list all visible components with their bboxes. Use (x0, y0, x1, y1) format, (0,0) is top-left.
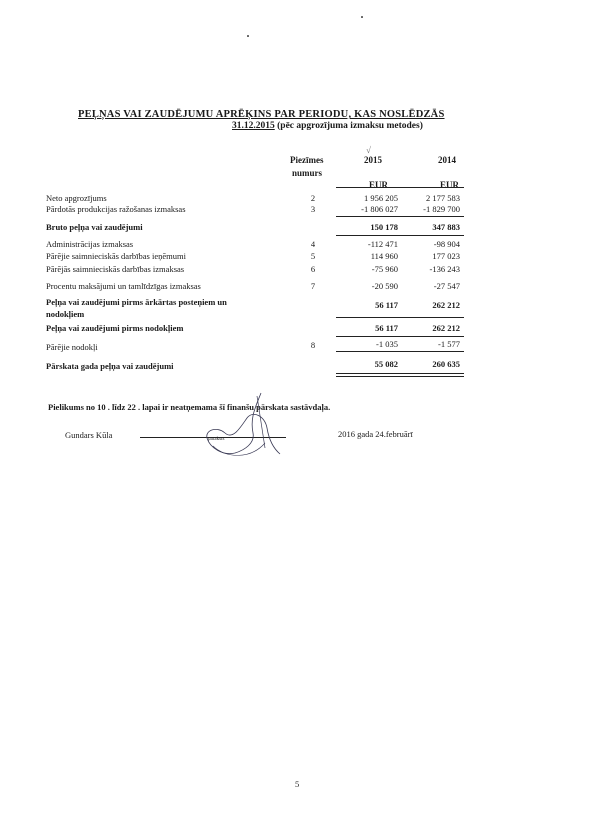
subtotal-rule (336, 216, 464, 217)
header-rule (336, 187, 464, 188)
subtotal-rule (336, 317, 464, 318)
row-label-gross-profit: Bruto peļņa vai zaudējumi (46, 222, 143, 232)
row-label-before-tax: Peļņa vai zaudējumi pirms nodokļiem (46, 323, 184, 333)
scan-speck (361, 16, 363, 18)
row-note: 4 (310, 239, 316, 249)
row-value-2014: -98 904 (433, 239, 460, 249)
row-value-2014: 2 177 583 (426, 193, 460, 203)
row-label-net-profit: Pārskata gada peļņa vai zaudējumi (46, 361, 174, 371)
signature-date: 2016 gada 24.februārī (338, 429, 413, 439)
row-value-2014: 262 212 (432, 300, 460, 310)
row-label-other-taxes: Pārējie nodokļi (46, 342, 98, 352)
currency-2014: EUR (440, 180, 460, 190)
row-label-net-turnover: Neto apgrozījums (46, 193, 107, 203)
row-label-admin-costs: Administrācijas izmaksas (46, 239, 134, 249)
subtotal-rule (336, 235, 464, 236)
row-value-2015: 150 178 (370, 222, 398, 232)
row-note: 7 (310, 281, 316, 291)
subtotal-rule (336, 336, 464, 337)
row-value-2015: 56 117 (375, 300, 398, 310)
row-value-2014: 347 883 (432, 222, 460, 232)
row-note: 8 (310, 340, 316, 350)
row-note: 3 (310, 204, 316, 214)
row-value-2014: -136 243 (429, 264, 460, 274)
signer-name: Gundars Kūla (65, 430, 113, 440)
row-value-2014: -27 547 (433, 281, 460, 291)
row-value-2015: -1 806 027 (361, 204, 398, 214)
report-subtitle (232, 121, 423, 131)
row-value-2015: 1 956 205 (364, 193, 398, 203)
scan-speck (247, 35, 249, 37)
row-value-2014: 260 635 (432, 359, 460, 369)
period-end-date: 31.12.2015 (232, 121, 275, 131)
row-label-other-income: Pārējie saimnieciskās darbības ieņēmumi (46, 251, 186, 261)
row-value-2015: 56 117 (375, 323, 398, 333)
page-number: 5 (295, 779, 300, 789)
year-2014-header: 2014 (438, 155, 456, 165)
row-value-2015: -75 960 (371, 264, 398, 274)
subtotal-rule (336, 351, 464, 352)
handwritten-signature (195, 388, 295, 463)
row-value-2015: -1 035 (376, 339, 398, 349)
row-note: 2 (310, 193, 316, 203)
check-mark: √ (366, 145, 371, 155)
row-note: 6 (310, 264, 316, 274)
signature-caption: paraksts (208, 437, 225, 442)
row-value-2015: 55 082 (374, 359, 398, 369)
row-note: 5 (310, 251, 316, 261)
row-label-cost-of-sales: Pārdotās produkcijas ražošanas izmaksas (46, 204, 186, 214)
row-label-before-extraordinary: Peļņa vai zaudējumi pirms ārkārtas posteņiem un (46, 297, 227, 307)
row-label-before-extraordinary-2: nodokļiem (46, 309, 85, 319)
total-double-rule-bottom (336, 376, 464, 377)
row-label-other-expenses: Pārējās saimnieciskās darbības izmaksas (46, 264, 185, 274)
row-label-interest: Procentu maksājumi un tamlīdzīgas izmaksas (46, 281, 201, 291)
row-value-2015: -20 590 (371, 281, 398, 291)
report-title: PEĻŅAS VAI ZAUDĒJUMU APRĒĶINS PAR PERIODU, KAS NOSLĒDZĀS (78, 109, 445, 120)
notes-column-header: Piezīmes (290, 155, 324, 165)
row-value-2014: -1 829 700 (423, 204, 460, 214)
row-value-2014: 262 212 (432, 323, 460, 333)
currency-2015: EUR (369, 180, 389, 190)
total-double-rule-top (336, 373, 464, 374)
row-value-2014: -1 577 (438, 339, 460, 349)
notes-column-header-2: numurs (292, 168, 323, 178)
year-2015-header: 2015 (364, 155, 382, 165)
row-value-2014: 177 023 (432, 251, 460, 261)
row-value-2015: -112 471 (367, 239, 398, 249)
appendix-statement: Pielikums no 10 . līdz 22 . lapai ir neatņemama šī finanšu pārskata sastāvdaļa. (48, 402, 331, 412)
row-value-2015: 114 960 (370, 251, 398, 261)
method-note: (pēc apgrozījuma izmaksu metodes) (274, 121, 423, 131)
